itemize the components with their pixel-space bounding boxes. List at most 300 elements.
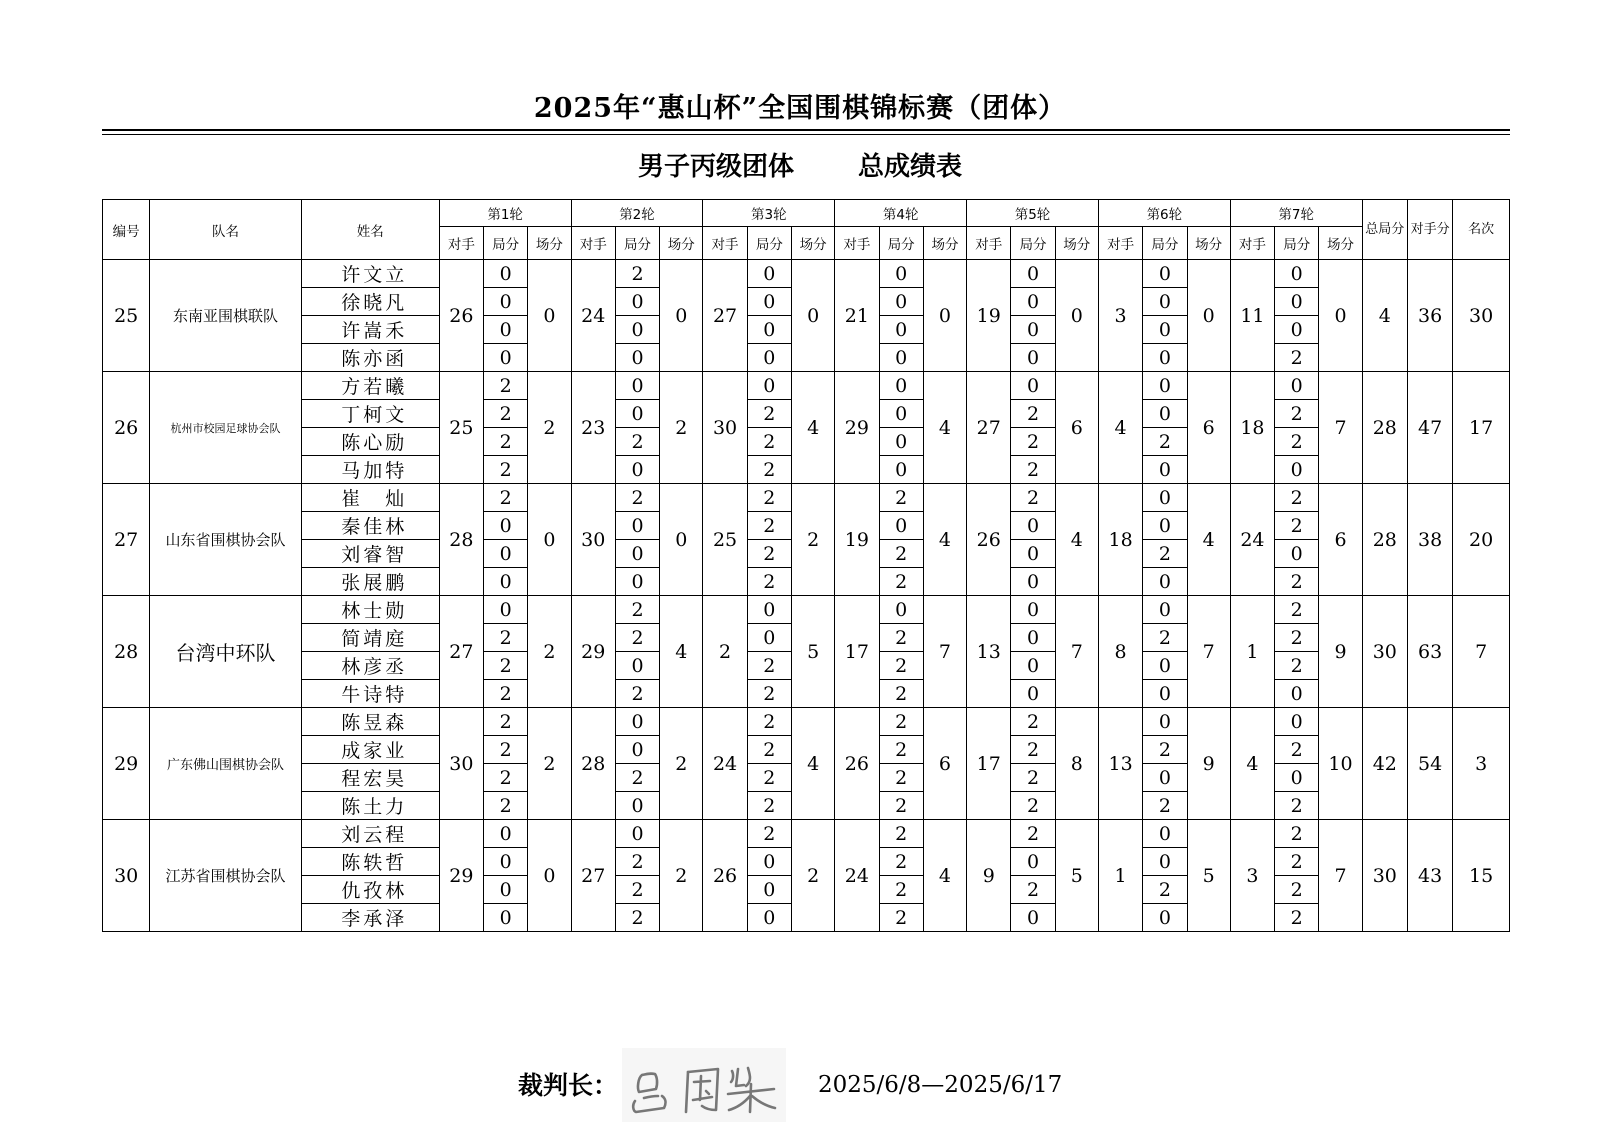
player-name: 刘睿智 xyxy=(301,540,439,568)
round-match-points: 4 xyxy=(923,484,966,596)
round-match-points: 0 xyxy=(923,260,966,372)
game-point: 0 xyxy=(1011,680,1055,708)
game-point: 0 xyxy=(615,652,659,680)
round-match-points: 4 xyxy=(660,596,703,708)
game-point: 2 xyxy=(747,512,791,540)
header-match-points: 场分 xyxy=(791,227,834,260)
game-point: 2 xyxy=(1275,848,1319,876)
final-rank: 20 xyxy=(1453,484,1510,596)
game-point: 2 xyxy=(747,428,791,456)
game-point: 2 xyxy=(484,764,528,792)
header-opponent: 对手 xyxy=(1098,227,1142,260)
total-game-points: 30 xyxy=(1362,596,1407,708)
game-point: 0 xyxy=(879,372,923,400)
total-game-points: 42 xyxy=(1362,708,1407,820)
game-point: 0 xyxy=(1011,316,1055,344)
round-match-points: 8 xyxy=(1055,708,1098,820)
round-match-points: 6 xyxy=(923,708,966,820)
game-point: 0 xyxy=(1011,512,1055,540)
header-row-rounds xyxy=(103,200,1510,227)
round-opponent: 29 xyxy=(835,372,879,484)
game-point: 2 xyxy=(879,736,923,764)
game-point: 2 xyxy=(747,456,791,484)
tournament-dates: 2025/6/8—2025/6/17 xyxy=(818,1072,1063,1098)
round-match-points: 4 xyxy=(923,372,966,484)
game-point: 0 xyxy=(1011,260,1055,288)
round-opponent: 3 xyxy=(1098,260,1142,372)
round-opponent: 11 xyxy=(1230,260,1274,372)
game-point: 0 xyxy=(1143,484,1187,512)
game-point: 2 xyxy=(615,596,659,624)
round-opponent: 25 xyxy=(439,372,483,484)
header-total-games: 总局分 xyxy=(1362,200,1407,260)
header-opponent-score: 对手分 xyxy=(1407,200,1452,260)
game-point: 0 xyxy=(1275,764,1319,792)
round-opponent: 17 xyxy=(967,708,1011,820)
round-opponent: 2 xyxy=(703,596,747,708)
game-point: 2 xyxy=(1011,820,1055,848)
round-match-points: 6 xyxy=(1319,484,1362,596)
round-match-points: 2 xyxy=(660,372,703,484)
header-round-4: 第4轮 xyxy=(835,200,967,227)
table-row xyxy=(103,820,1510,848)
header-round-2: 第2轮 xyxy=(571,200,703,227)
game-point: 2 xyxy=(879,624,923,652)
game-point: 0 xyxy=(1143,680,1187,708)
game-point: 0 xyxy=(615,540,659,568)
round-match-points: 0 xyxy=(660,484,703,596)
game-point: 0 xyxy=(484,848,528,876)
player-name: 李承泽 xyxy=(301,904,439,932)
round-opponent: 4 xyxy=(1098,372,1142,484)
game-point: 0 xyxy=(615,792,659,820)
game-point: 2 xyxy=(747,736,791,764)
game-point: 0 xyxy=(484,568,528,596)
round-match-points: 7 xyxy=(1055,596,1098,708)
game-point: 2 xyxy=(615,680,659,708)
round-opponent: 28 xyxy=(571,708,615,820)
final-rank: 15 xyxy=(1453,820,1510,932)
game-point: 2 xyxy=(1275,624,1319,652)
game-point: 0 xyxy=(879,428,923,456)
game-point: 0 xyxy=(1143,372,1187,400)
game-point: 2 xyxy=(615,904,659,932)
round-match-points: 5 xyxy=(1187,820,1230,932)
round-opponent: 4 xyxy=(1230,708,1274,820)
game-point: 2 xyxy=(879,484,923,512)
team-name: 山东省围棋协会队 xyxy=(150,484,301,596)
game-point: 2 xyxy=(1011,792,1055,820)
round-match-points: 0 xyxy=(528,484,571,596)
game-point: 0 xyxy=(879,316,923,344)
game-point: 0 xyxy=(1275,680,1319,708)
team-number: 29 xyxy=(103,708,150,820)
game-point: 2 xyxy=(484,456,528,484)
game-point: 0 xyxy=(484,820,528,848)
team-name: 东南亚围棋联队 xyxy=(150,260,301,372)
game-point: 2 xyxy=(1275,904,1319,932)
game-point: 2 xyxy=(747,820,791,848)
game-point: 0 xyxy=(615,736,659,764)
round-opponent: 19 xyxy=(967,260,1011,372)
player-name: 简靖庭 xyxy=(301,624,439,652)
game-point: 2 xyxy=(1275,512,1319,540)
game-point: 2 xyxy=(879,904,923,932)
round-match-points: 0 xyxy=(1055,260,1098,372)
round-match-points: 0 xyxy=(1187,260,1230,372)
game-point: 2 xyxy=(1275,568,1319,596)
player-name: 许嵩禾 xyxy=(301,316,439,344)
opponent-score: 36 xyxy=(1407,260,1452,372)
game-point: 2 xyxy=(484,736,528,764)
header-opponent: 对手 xyxy=(1230,227,1274,260)
document-title: 2025年“惠山杯”全国围棋锦标赛（团体） xyxy=(533,93,1067,124)
game-point: 0 xyxy=(1143,512,1187,540)
game-point: 2 xyxy=(747,764,791,792)
game-point: 0 xyxy=(1275,316,1319,344)
header-game-points: 局分 xyxy=(615,227,659,260)
player-name: 张展鹏 xyxy=(301,568,439,596)
game-point: 0 xyxy=(747,596,791,624)
opponent-score: 43 xyxy=(1407,820,1452,932)
round-opponent: 8 xyxy=(1098,596,1142,708)
game-point: 0 xyxy=(747,904,791,932)
game-point: 0 xyxy=(615,288,659,316)
game-point: 0 xyxy=(484,344,528,372)
game-point: 2 xyxy=(1011,736,1055,764)
game-point: 2 xyxy=(747,680,791,708)
team-name: 广东佛山围棋协会队 xyxy=(150,708,301,820)
header-opponent: 对手 xyxy=(571,227,615,260)
game-point: 2 xyxy=(484,484,528,512)
round-opponent: 21 xyxy=(835,260,879,372)
game-point: 2 xyxy=(615,428,659,456)
round-match-points: 0 xyxy=(1319,260,1362,372)
player-name: 刘云程 xyxy=(301,820,439,848)
team-number: 26 xyxy=(103,372,150,484)
game-point: 0 xyxy=(1275,372,1319,400)
total-game-points: 4 xyxy=(1362,260,1407,372)
round-match-points: 2 xyxy=(660,820,703,932)
team-number: 30 xyxy=(103,820,150,932)
round-opponent: 28 xyxy=(439,484,483,596)
total-game-points: 28 xyxy=(1362,484,1407,596)
game-point: 2 xyxy=(879,652,923,680)
game-point: 2 xyxy=(879,792,923,820)
round-opponent: 19 xyxy=(835,484,879,596)
judge-signature xyxy=(622,1048,786,1122)
game-point: 2 xyxy=(615,624,659,652)
header-match-points: 场分 xyxy=(1055,227,1098,260)
team-name: 台湾中环队 xyxy=(150,596,301,708)
game-point: 2 xyxy=(1275,652,1319,680)
player-name: 仇孜林 xyxy=(301,876,439,904)
round-opponent: 27 xyxy=(571,820,615,932)
opponent-score: 47 xyxy=(1407,372,1452,484)
game-point: 0 xyxy=(1143,596,1187,624)
game-point: 2 xyxy=(1143,736,1187,764)
game-point: 0 xyxy=(879,512,923,540)
game-point: 0 xyxy=(879,288,923,316)
player-name: 许文立 xyxy=(301,260,439,288)
header-names: 姓名 xyxy=(301,200,439,260)
round-opponent: 26 xyxy=(439,260,483,372)
game-point: 0 xyxy=(879,596,923,624)
game-point: 0 xyxy=(747,316,791,344)
game-point: 2 xyxy=(879,820,923,848)
round-opponent: 29 xyxy=(439,820,483,932)
round-opponent: 27 xyxy=(439,596,483,708)
game-point: 0 xyxy=(1011,596,1055,624)
total-game-points: 28 xyxy=(1362,372,1407,484)
game-point: 2 xyxy=(484,652,528,680)
round-opponent: 25 xyxy=(703,484,747,596)
header-match-points: 场分 xyxy=(660,227,703,260)
game-point: 2 xyxy=(615,484,659,512)
game-point: 2 xyxy=(1011,876,1055,904)
player-name: 林彦丞 xyxy=(301,652,439,680)
final-rank: 30 xyxy=(1453,260,1510,372)
table-row xyxy=(103,596,1510,624)
game-point: 0 xyxy=(615,372,659,400)
game-point: 0 xyxy=(1143,764,1187,792)
round-match-points: 2 xyxy=(791,484,834,596)
team-number: 28 xyxy=(103,596,150,708)
game-point: 0 xyxy=(747,344,791,372)
game-point: 0 xyxy=(1011,904,1055,932)
game-point: 2 xyxy=(747,792,791,820)
round-opponent: 27 xyxy=(703,260,747,372)
header-opponent: 对手 xyxy=(835,227,879,260)
game-point: 2 xyxy=(615,764,659,792)
game-point: 2 xyxy=(747,652,791,680)
results-table xyxy=(102,199,1510,932)
game-point: 2 xyxy=(747,400,791,428)
game-point: 0 xyxy=(1143,708,1187,736)
round-opponent: 1 xyxy=(1098,820,1142,932)
round-match-points: 9 xyxy=(1187,708,1230,820)
team-number: 27 xyxy=(103,484,150,596)
game-point: 0 xyxy=(615,708,659,736)
player-name: 徐晓凡 xyxy=(301,288,439,316)
game-point: 0 xyxy=(747,372,791,400)
round-opponent: 18 xyxy=(1098,484,1142,596)
round-match-points: 9 xyxy=(1319,596,1362,708)
total-game-points: 30 xyxy=(1362,820,1407,932)
game-point: 2 xyxy=(1275,484,1319,512)
round-opponent: 24 xyxy=(571,260,615,372)
round-opponent: 23 xyxy=(571,372,615,484)
game-point: 2 xyxy=(1143,428,1187,456)
round-opponent: 24 xyxy=(703,708,747,820)
game-point: 2 xyxy=(879,540,923,568)
round-match-points: 0 xyxy=(791,260,834,372)
round-opponent: 17 xyxy=(835,596,879,708)
judge-label: 裁判长： xyxy=(518,1071,619,1100)
game-point: 0 xyxy=(1011,568,1055,596)
header-game-points: 局分 xyxy=(1143,227,1187,260)
header-round-7: 第7轮 xyxy=(1230,200,1362,227)
game-point: 2 xyxy=(484,428,528,456)
round-opponent: 26 xyxy=(835,708,879,820)
game-point: 2 xyxy=(1143,792,1187,820)
game-point: 0 xyxy=(879,344,923,372)
game-point: 0 xyxy=(1011,372,1055,400)
final-rank: 7 xyxy=(1453,596,1510,708)
game-point: 2 xyxy=(1275,736,1319,764)
round-opponent: 30 xyxy=(703,372,747,484)
player-name: 崔 灿 xyxy=(301,484,439,512)
round-opponent: 27 xyxy=(967,372,1011,484)
round-opponent: 26 xyxy=(703,820,747,932)
game-point: 0 xyxy=(1275,540,1319,568)
round-match-points: 4 xyxy=(791,708,834,820)
round-match-points: 6 xyxy=(1055,372,1098,484)
game-point: 2 xyxy=(879,568,923,596)
game-point: 0 xyxy=(484,316,528,344)
game-point: 0 xyxy=(484,288,528,316)
signature-icon xyxy=(622,1048,786,1122)
game-point: 0 xyxy=(484,876,528,904)
document-subtitle xyxy=(0,146,1600,183)
player-name: 陈昱森 xyxy=(301,708,439,736)
table-row xyxy=(103,260,1510,288)
game-point: 2 xyxy=(615,260,659,288)
game-point: 2 xyxy=(1011,428,1055,456)
game-point: 0 xyxy=(1143,316,1187,344)
round-match-points: 5 xyxy=(1055,820,1098,932)
round-opponent: 3 xyxy=(1230,820,1274,932)
game-point: 0 xyxy=(615,344,659,372)
title-rule-thick xyxy=(102,129,1510,131)
player-name: 秦佳林 xyxy=(301,512,439,540)
game-point: 0 xyxy=(879,456,923,484)
round-match-points: 2 xyxy=(528,596,571,708)
game-point: 2 xyxy=(484,792,528,820)
final-rank: 17 xyxy=(1453,372,1510,484)
player-name: 陈心励 xyxy=(301,428,439,456)
game-point: 2 xyxy=(1143,876,1187,904)
game-point: 2 xyxy=(484,680,528,708)
game-point: 2 xyxy=(1011,708,1055,736)
game-point: 0 xyxy=(1275,456,1319,484)
game-point: 2 xyxy=(1275,344,1319,372)
round-opponent: 9 xyxy=(967,820,1011,932)
player-name: 方若曦 xyxy=(301,372,439,400)
game-point: 0 xyxy=(1143,568,1187,596)
game-point: 2 xyxy=(747,708,791,736)
round-opponent: 29 xyxy=(571,596,615,708)
round-opponent: 30 xyxy=(439,708,483,820)
final-rank: 3 xyxy=(1453,708,1510,820)
game-point: 0 xyxy=(1143,904,1187,932)
table-row xyxy=(103,372,1510,400)
round-match-points: 0 xyxy=(528,820,571,932)
game-point: 0 xyxy=(1143,820,1187,848)
round-match-points: 7 xyxy=(923,596,966,708)
round-opponent: 1 xyxy=(1230,596,1274,708)
header-match-points: 场分 xyxy=(1319,227,1362,260)
game-point: 0 xyxy=(484,512,528,540)
game-point: 0 xyxy=(615,456,659,484)
game-point: 2 xyxy=(1275,596,1319,624)
table-body xyxy=(103,260,1510,932)
header-opponent: 对手 xyxy=(439,227,483,260)
game-point: 0 xyxy=(1143,400,1187,428)
game-point: 0 xyxy=(1143,260,1187,288)
round-opponent: 13 xyxy=(1098,708,1142,820)
round-match-points: 2 xyxy=(528,372,571,484)
header-opponent: 对手 xyxy=(703,227,747,260)
subtitle-group: 男子丙级团体 xyxy=(637,152,794,182)
game-point: 0 xyxy=(1275,260,1319,288)
game-point: 0 xyxy=(615,820,659,848)
round-opponent: 24 xyxy=(835,820,879,932)
game-point: 0 xyxy=(1011,288,1055,316)
game-point: 0 xyxy=(1011,624,1055,652)
game-point: 0 xyxy=(1275,708,1319,736)
player-name: 程宏昊 xyxy=(301,764,439,792)
header-game-points: 局分 xyxy=(484,227,528,260)
table-row xyxy=(103,708,1510,736)
round-match-points: 4 xyxy=(791,372,834,484)
game-point: 0 xyxy=(484,540,528,568)
round-opponent: 18 xyxy=(1230,372,1274,484)
game-point: 0 xyxy=(1275,288,1319,316)
game-point: 2 xyxy=(1011,456,1055,484)
header-game-points: 局分 xyxy=(1011,227,1055,260)
header-round-6: 第6轮 xyxy=(1098,200,1230,227)
team-number: 25 xyxy=(103,260,150,372)
game-point: 0 xyxy=(615,400,659,428)
game-point: 2 xyxy=(879,708,923,736)
table-header xyxy=(103,200,1510,260)
header-match-points: 场分 xyxy=(528,227,571,260)
game-point: 2 xyxy=(1275,428,1319,456)
game-point: 0 xyxy=(1011,652,1055,680)
player-name: 陈土力 xyxy=(301,792,439,820)
game-point: 2 xyxy=(879,848,923,876)
game-point: 0 xyxy=(747,624,791,652)
game-point: 2 xyxy=(1275,400,1319,428)
game-point: 0 xyxy=(484,904,528,932)
header-match-points: 场分 xyxy=(923,227,966,260)
header-team: 队名 xyxy=(150,200,301,260)
title-rule-thin xyxy=(102,134,1510,135)
game-point: 2 xyxy=(1143,540,1187,568)
game-point: 0 xyxy=(615,568,659,596)
subtitle-table-name: 总成绩表 xyxy=(858,152,963,182)
round-match-points: 10 xyxy=(1319,708,1362,820)
round-match-points: 7 xyxy=(1319,820,1362,932)
header-opponent: 对手 xyxy=(967,227,1011,260)
game-point: 0 xyxy=(1011,848,1055,876)
round-match-points: 0 xyxy=(660,260,703,372)
game-point: 2 xyxy=(747,540,791,568)
game-point: 0 xyxy=(615,316,659,344)
game-point: 0 xyxy=(747,288,791,316)
round-opponent: 30 xyxy=(571,484,615,596)
player-name: 马加特 xyxy=(301,456,439,484)
header-match-points: 场分 xyxy=(1187,227,1230,260)
player-name: 成家业 xyxy=(301,736,439,764)
game-point: 0 xyxy=(615,512,659,540)
game-point: 0 xyxy=(484,596,528,624)
game-point: 2 xyxy=(1275,792,1319,820)
game-point: 2 xyxy=(615,848,659,876)
round-opponent: 24 xyxy=(1230,484,1274,596)
header-game-points: 局分 xyxy=(879,227,923,260)
